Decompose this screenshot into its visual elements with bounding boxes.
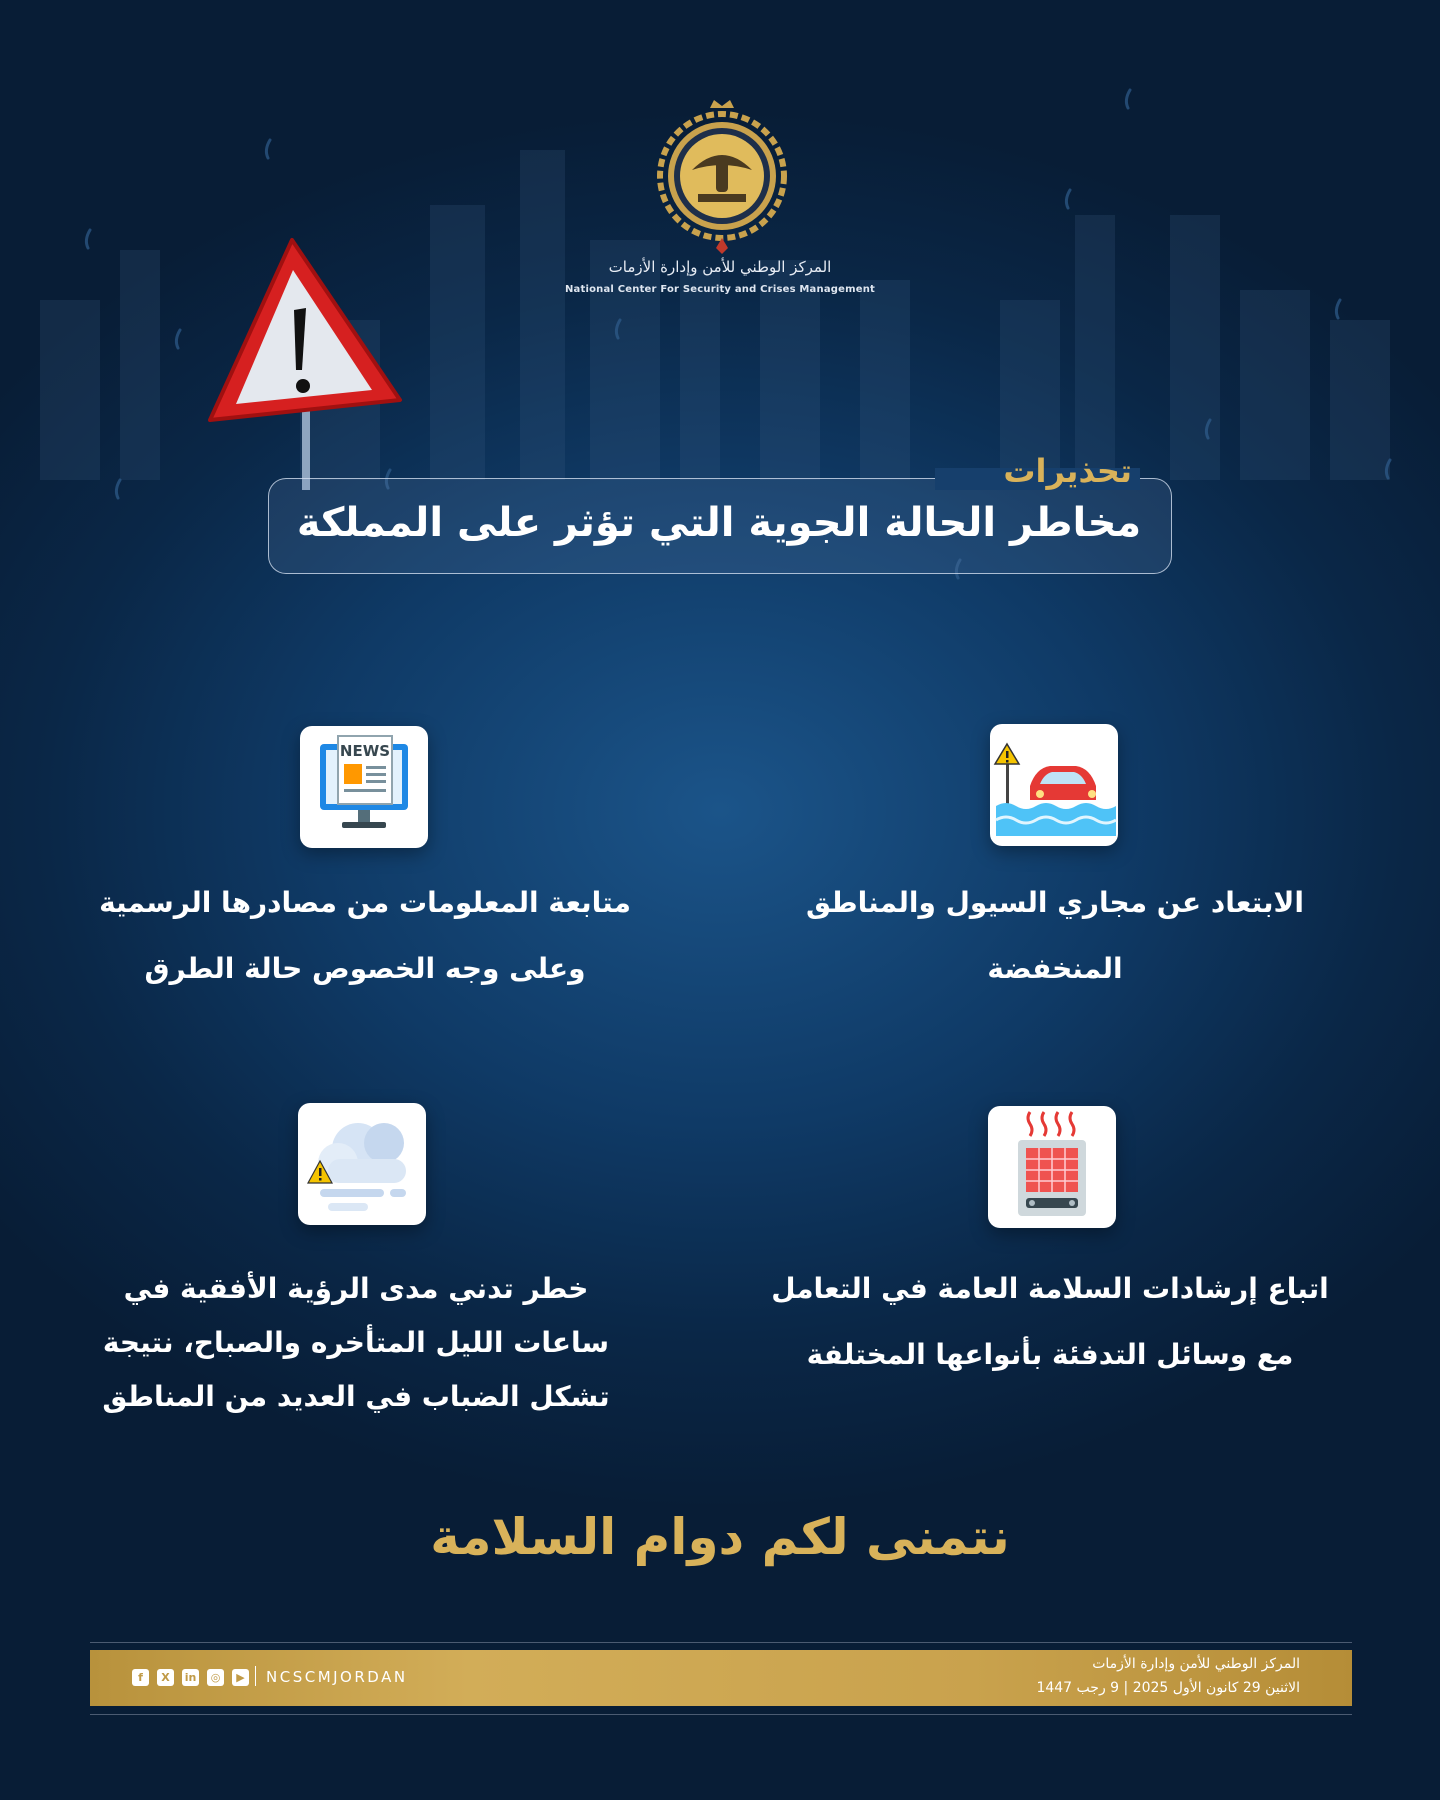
item-text-line: متابعة المعلومات من مصادرها الرسمية xyxy=(99,886,631,919)
item-text-line: المنخفضة xyxy=(987,952,1123,985)
footer-org-name: المركز الوطني للأمن وإدارة الأزمات xyxy=(1092,1656,1300,1672)
news-monitor-icon xyxy=(300,726,428,848)
title-sub: تحذيرات xyxy=(1003,452,1132,490)
item-news-text xyxy=(60,870,670,1002)
item-text-line: خطر تدني مدى الرؤية الأفقية في xyxy=(123,1272,589,1305)
ncscm-emblem-icon xyxy=(654,98,790,254)
item-text-line: مع وسائل التدفئة بأنواعها المختلفة xyxy=(806,1338,1294,1371)
org-name-english: National Center For Security and Crises Management xyxy=(564,284,876,295)
youtube-icon[interactable]: ▶ xyxy=(232,1669,249,1686)
flooded-car-icon xyxy=(990,724,1118,846)
handle-separator xyxy=(255,1666,256,1686)
closing-message: نتمنى لكم دوام السلامة xyxy=(430,1508,1010,1566)
footer-bar xyxy=(90,1650,1352,1706)
svg-text:NEWS: NEWS xyxy=(339,742,391,760)
item-text-line: اتباع إرشادات السلامة العامة في التعامل xyxy=(771,1272,1329,1305)
instagram-icon[interactable]: ◎ xyxy=(207,1669,224,1686)
warning-triangle-icon xyxy=(200,230,420,490)
item-text-line: وعلى وجه الخصوص حالة الطرق xyxy=(144,952,586,985)
page-title: مخاطر الحالة الجوية التي تؤثر على المملكة xyxy=(296,500,1142,546)
item-flood-text xyxy=(770,870,1340,1002)
org-name-arabic: المركز الوطني للأمن وإدارة الأزمات xyxy=(608,258,832,276)
item-fog-text xyxy=(56,1262,656,1424)
item-text-line: ساعات الليل المتأخره والصباح، نتيجة xyxy=(102,1326,610,1359)
item-text-line: تشكل الضباب في العديد من المناطق xyxy=(102,1380,610,1413)
footer-date: الاثنين 29 كانون الأول 2025 | 9 رجب 1447 xyxy=(1036,1680,1300,1696)
linkedin-icon[interactable]: in xyxy=(182,1669,199,1686)
item-heater-text xyxy=(760,1256,1340,1388)
footer-divider xyxy=(90,1642,1352,1643)
x-icon[interactable]: X xyxy=(157,1669,174,1686)
fog-warning-icon xyxy=(298,1103,426,1225)
item-text-line: الابتعاد عن مجاري السيول والمناطق xyxy=(806,886,1304,919)
social-handle[interactable]: NCSCMJORDAN xyxy=(266,1668,408,1686)
heater-icon xyxy=(988,1106,1116,1228)
facebook-icon[interactable]: f xyxy=(132,1669,149,1686)
footer-divider xyxy=(90,1714,1352,1715)
